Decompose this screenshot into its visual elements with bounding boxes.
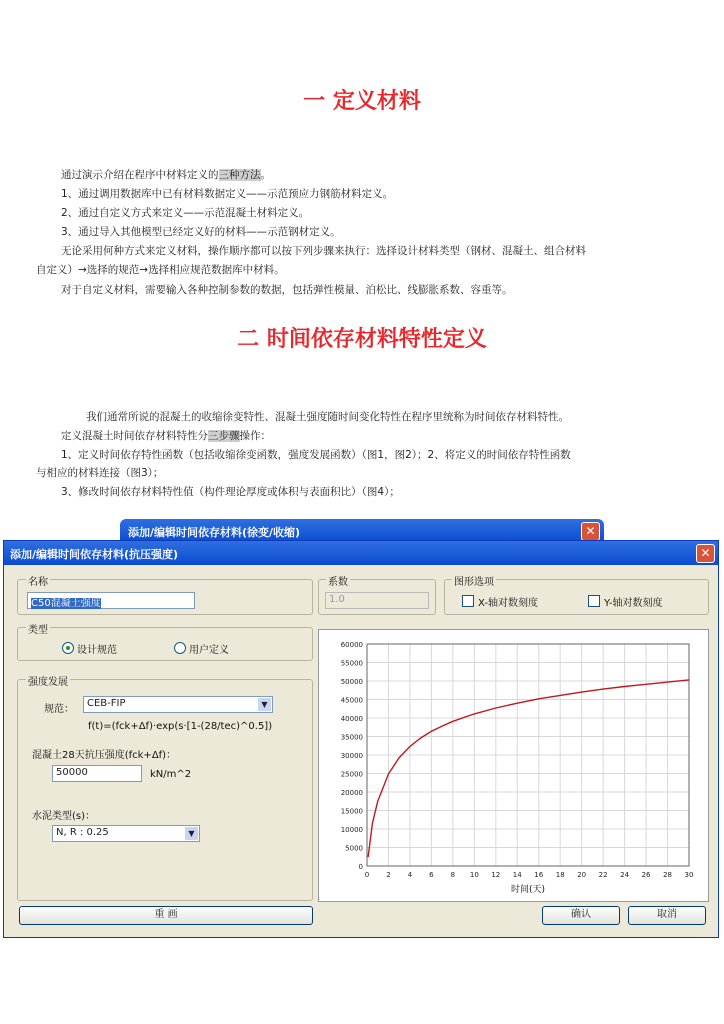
x-tick-label: 0	[364, 871, 370, 879]
type-design-radio[interactable]	[62, 642, 74, 654]
code-label: 规范：	[44, 704, 74, 715]
section-title-materials: 一 定义材料	[303, 89, 421, 114]
ok-button[interactable]: 确认	[542, 906, 620, 925]
y-tick-label: 55000	[340, 659, 363, 668]
x-tick-label: 2	[386, 871, 391, 879]
x-tick-label: 22	[598, 871, 608, 879]
dialog-titlebar	[4, 541, 718, 565]
back-dialog-title: 添加/编辑时间依存材料(徐变/收缩)	[128, 526, 301, 539]
paragraph-intro: 通过演示介绍在程序中材料定义的三种方法。	[61, 169, 271, 181]
type-label: 类型	[26, 621, 50, 636]
strength-label: 强度发展	[26, 673, 70, 688]
strength-chart	[319, 630, 708, 901]
y-tick-label: 30000	[340, 752, 363, 760]
paragraph-three-steps: 定义混凝土时间依存材料特性分三步骤操作：	[61, 430, 271, 442]
dialog-close-icon[interactable]: ✕	[696, 544, 715, 563]
series-line-strength	[368, 680, 689, 857]
name-label: 名称	[26, 573, 50, 588]
type-design-label: 设计规范	[77, 645, 117, 656]
coef-label: 系数	[326, 573, 350, 588]
chevron-down-icon: ▼	[258, 698, 271, 711]
x-tick-label: 28	[663, 871, 672, 879]
x-tick-label: 30	[684, 871, 694, 879]
type-user-label: 用户定义	[189, 645, 229, 656]
y-tick-label: 50000	[340, 678, 363, 686]
coef-input: 1.0	[325, 592, 429, 609]
y-log-checkbox[interactable]	[588, 595, 600, 607]
y-tick-label: 15000	[340, 807, 363, 816]
y-tick-label: 60000	[340, 641, 363, 649]
x-tick-label: 20	[577, 871, 587, 879]
y-log-label: Y-轴对数刻度	[604, 598, 663, 609]
cancel-button[interactable]: 取消	[628, 906, 706, 925]
x-tick-label: 4	[407, 871, 413, 879]
redraw-button[interactable]: 重 画	[19, 906, 313, 925]
back-dialog-close-icon[interactable]: ✕	[581, 522, 600, 541]
y-tick-label: 20000	[340, 789, 363, 797]
paragraph-step-3: 3、修改时间依存材料特性值（构件理论厚度或体积与表面积比）（图4）；	[61, 486, 400, 498]
paragraph-time-dependent-intro: 我们通常所说的混凝土的收缩徐变特性、混凝土强度随时间变化特性在程序里统称为时间依存材料特性。	[86, 411, 569, 423]
formula: f(t)=(fck+Δf)·exp(s·[1-(28/tec)^0.5])	[88, 721, 273, 732]
paragraph-method-1: 1、通过调用数据库中已有材料数据定义——示范预应力钢筋材料定义。	[61, 188, 394, 200]
paragraph-method-2: 2、通过自定义方式来定义——示范混凝土材料定义。	[61, 207, 310, 219]
f28-label: 混凝土28天抗压强度(fck+Δf)：	[32, 750, 177, 761]
type-user-radio[interactable]	[174, 642, 186, 654]
paragraph-steps-line1: 无论采用何种方式来定义材料，操作顺序都可以按下列步骤来执行：选择设计材料类型（钢材、混凝土、组合材料	[61, 245, 586, 257]
x-log-label: X-轴对数刻度	[478, 598, 538, 609]
y-tick-label: 0	[358, 863, 363, 871]
y-tick-label: 45000	[340, 696, 363, 705]
highlight-three-steps: 三步骤	[208, 430, 240, 442]
paragraph-step-1-2-line1: 1、定义时间依存特性函数（包括收缩徐变函数，强度发展函数）（图1，图2）；2、将定义的时间依存特性函数	[61, 449, 571, 461]
time-dependent-strength-dialog	[3, 540, 719, 938]
y-tick-label: 5000	[345, 844, 363, 853]
x-axis-label: 时间(天)	[510, 885, 546, 895]
x-log-checkbox[interactable]	[462, 595, 474, 607]
highlight-three-methods: 三种方法	[218, 169, 261, 181]
f28-unit: kN/m^2	[150, 769, 192, 780]
paragraph-custom-material: 对于自定义材料，需要输入各种控制参数的数据，包括弹性模量、泊松比、线膨胀系数、容重等。	[61, 284, 513, 296]
code-select[interactable]: CEB-FIP ▼	[83, 696, 273, 713]
x-tick-label: 10	[469, 871, 479, 879]
x-tick-label: 14	[512, 871, 522, 879]
paragraph-step-1-2-line2: 与相应的材料连接（图3）；	[36, 467, 164, 479]
section-title-time-dependent: 二 时间依存材料特性定义	[237, 327, 487, 352]
graph-options-label: 图形选项	[452, 573, 496, 588]
y-tick-label: 25000	[340, 770, 363, 779]
y-tick-label: 10000	[340, 826, 363, 834]
strength-chart-panel	[318, 629, 709, 902]
cement-select[interactable]: N, R : 0.25 ▼	[52, 825, 200, 842]
x-tick-label: 8	[450, 871, 456, 879]
y-tick-label: 40000	[340, 715, 363, 723]
x-tick-label: 18	[555, 871, 565, 879]
dialog-title: 添加/编辑时间依存材料(抗压强度)	[10, 548, 179, 561]
type-group	[17, 627, 313, 661]
f28-input[interactable]: 50000	[52, 765, 142, 782]
x-tick-label: 6	[429, 871, 434, 879]
x-tick-label: 24	[620, 871, 630, 879]
cement-label: 水泥类型(s)：	[32, 811, 96, 822]
x-tick-label: 26	[641, 871, 651, 879]
x-tick-label: 16	[534, 871, 544, 879]
paragraph-steps-line2: 自定义）→选择的规范→选择相应规范数据库中材料。	[36, 264, 285, 276]
y-tick-label: 35000	[340, 733, 363, 742]
name-input[interactable]: C50混凝土强度	[27, 592, 195, 609]
chevron-down-icon: ▼	[185, 827, 198, 840]
x-tick-label: 12	[491, 871, 501, 879]
paragraph-method-3: 3、通过导入其他模型已经定义好的材料——示范钢材定义。	[61, 226, 341, 238]
